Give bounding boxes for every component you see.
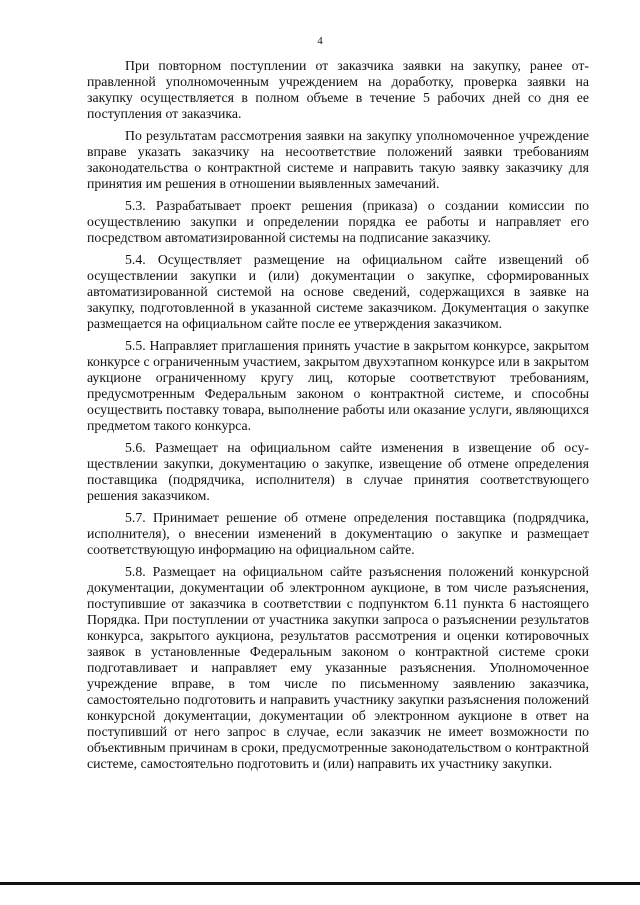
page-number: 4 (317, 35, 323, 47)
paragraph-5-7: 5.7. Принимает решение об отмене определения поставщика (подрядчика, исполнителя), о внесении изменений в документацию о закупке и размещает соответствующую информацию на официальном сайте. (87, 510, 589, 557)
paragraph-5-4: 5.4. Осуществляет размещение на официальном сайте извещений об осуществлении закупки и (или) документации о закупке, сформированных автоматизированной системой на основе сведений, содержащихся в заявке на закупку, подготовленной в указанной системе заказчиком. Документация о закупке размещается на официальном сайте после ее утверждения заказчиком. (87, 252, 589, 331)
document-body (87, 58, 589, 778)
bottom-rule (0, 882, 640, 885)
paragraph-5-5: 5.5. Направляет приглашения принять участие в закрытом конкурсе, закрытом конкурсе с ограниченным участием, закрытом двухэтапном конкурсе или в закрытом аукционе ограниченному кругу лиц, которые соответствуют требованиям, предусмотренным Федеральным законом о контрактной системе, и способны осуществить поставку товара, выполнение работы или оказание услуги, являющихся предметом такого конкурса. (87, 338, 589, 433)
paragraph-resubmission: При повторном поступлении от заказчика заявки на закупку, ранее отправленной уполномоченным учреждением на доработку, проверка заявки на закупку осуществляется в полном объеме в течение 5 рабочих дней со дня ее поступления от заказчика. (87, 58, 589, 121)
paragraph-5-6: 5.6. Размещает на официальном сайте изменения в извещение об осуществлении закупки, документацию о закупке, извещение об отмене определения поставщика (подрядчика, исполнителя) в случае принятия соответствующего решения заказчиком. (87, 440, 589, 503)
paragraph-5-3: 5.3. Разрабатывает проект решения (приказа) о создании комиссии по осуществлению закупки и определении порядка ее работы и направляет его посредством автоматизированной системы на подписание заказчику. (87, 198, 589, 245)
paragraph-5-8: 5.8. Размещает на официальном сайте разъяснения положений конкурсной документации, документации об электронном аукционе, в том числе разъяснения, поступившие от заказчика в соответствии с подпунктом 6.11 пункта 6 настоящего Порядка. При поступлении от участника закупки запроса о разъяснении результатов конкурса, закрытого аукциона, результатов рассмотрения и оценки котировочных заявок в установленные Федеральным законом о контрактной системе сроки подготавливает и направляет ему указанные разъяснения. Уполномоченное учреждение вправе, в том числе по письменному заявлению заказчика, самостоятельно подготовить и направить участнику закупки разъяснения положений конкурсной документации, документации об электронном аукционе в ответ на поступивший от него запрос в случае, если заказчик не имеет возможности по объективным причинам в сроки, предусмотренные законодательством о контрактной системе, самостоятельно подготовить и (или) направить их участнику закупки. (87, 564, 589, 771)
paragraph-review-results: По результатам рассмотрения заявки на закупку уполномоченное учреждение вправе указать заказчику на несоответствие положений заявки требованиям законодательства о контрактной системе и направить такую заявку заказчику для принятия им решения в отношении выявленных замечаний. (87, 128, 589, 191)
